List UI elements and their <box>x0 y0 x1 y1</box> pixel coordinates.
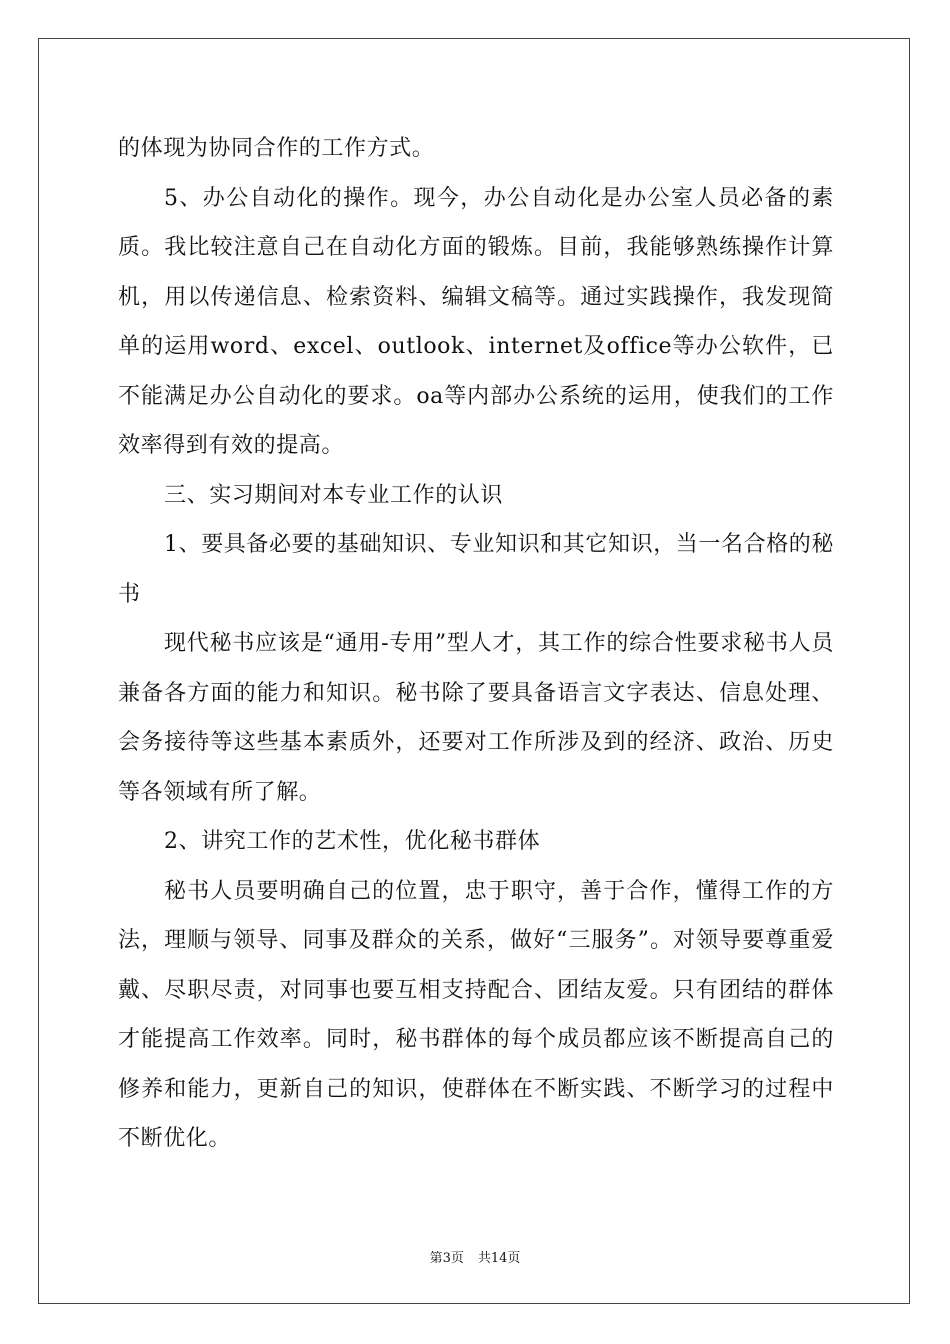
page-total: 共14页 <box>477 1251 521 1266</box>
subheading-2: 2、讲究工作的艺术性，优化秘书群体 <box>164 829 541 854</box>
paragraph-office-automation: 5、办公自动化的操作。现今，办公自动化是办公室人员必备的素质。我比较注意自己在自动化方面的锻炼。目前，我能够熟练操作计算机，用以传递信息、检索资料、编辑文稿等。通过实践操作，我发现简单的运用word、excel、outlook、internet及office等办公软件，已不能满足办公自动化的要求。oa等内部办公系统的运用，使我们的工作效率得到有效的提高。 <box>118 185 834 458</box>
section-heading-3: 三、实习期间对本专业工作的认识 <box>164 482 504 508</box>
paragraph-continuation: 的体现为协同合作的工作方式。 <box>118 136 435 161</box>
document-body <box>118 124 834 1164</box>
page-footer <box>0 1247 950 1266</box>
subheading-1: 1、要具备必要的基础知识、专业知识和其它知识，当一名合格的秘书 <box>118 532 834 607</box>
paragraph-secretary-group: 秘书人员要明确自己的位置，忠于职守，善于合作，懂得工作的方法，理顺与领导、同事及群众的关系，做好“三服务”。对领导要尊重爱戴、尽职尽责，对同事也要互相支持配合、团结友爱。只有团结的群体才能提高工作效率。同时，秘书群体的每个成员都应该不断提高自己的修养和能力，更新自己的知识，使群体在不断实践、不断学习的过程中不断优化。 <box>118 878 834 1151</box>
paragraph-modern-secretary: 现代秘书应该是“通用-专用”型人才，其工作的综合性要求秘书人员兼备各方面的能力和知识。秘书除了要具备语言文字表达、信息处理、会务接待等这些基本素质外，还要对工作所涉及到的经济、政治、历史等各领域有所了解。 <box>118 631 834 805</box>
page-number: 第3页 <box>429 1251 464 1266</box>
